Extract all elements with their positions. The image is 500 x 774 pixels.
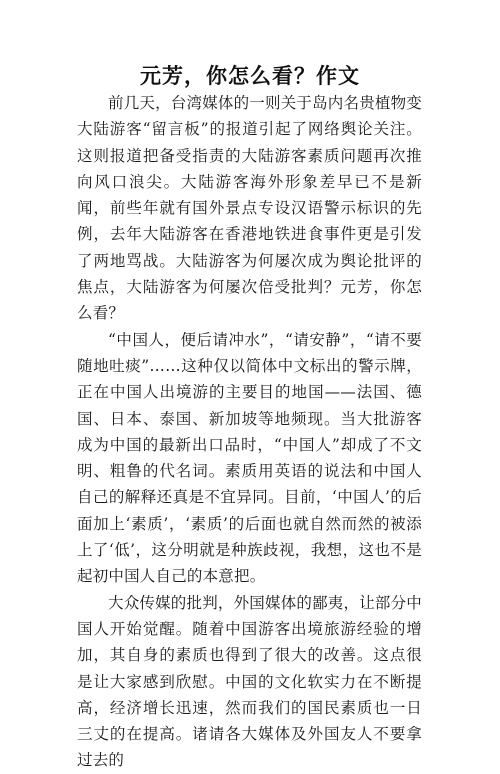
document-title: 元芳，你怎么看？作文	[140, 64, 360, 88]
paragraph-1: 前几天，台湾媒体的一则关于岛内名贵植物变大陆游客“留言板”的报道引起了网络舆论关注。这则报道把备受指责的大陆游客素质问题再次推向风口浪尖。大陆游客海外形象差早已不是新闻，前些年就有国外景点专设汉语警示标识的先例，去年大陆游客在香港地铁进食事件更是引发了两地骂战。大陆游客为何屡次成为舆论批评的焦点，大陆游客为何屡次倍受批判？元芳，你怎么看？	[77, 94, 423, 323]
paragraph-2: “中国人，便后请冲水”，“请安静”，“请不要随地吐痰”……这种仅以简体中文标出的警示牌，正在中国人出境游的主要目的地国——法国、德国、日本、泰国、新加坡等地频现。当大批游客成为中国的最新出口品时，“中国人”却成了不文明、粗鲁的代名词。素质用英语的说法和中国人自己的解释还真是不宜异同。目前，‘中国人’的后面加上‘素质’，‘素质’的后面也就自然而然的被添上了‘低’，这分明就是种族歧视，我想，这也不是起初中国人自己的本意把。	[77, 330, 422, 586]
document-body	[77, 90, 422, 774]
paragraph-3: 大众传媒的批判，外国媒体的鄙夷，让部分中国人开始觉醒。随着中国游客出境旅游经验的增加，其自身的素质也得到了很大的改善。这点很是让大家感到欣慰。中国的文化软实力在不断提高，经济增长迅速，然而我们的国民素质也一日三丈的在提高。诸请各大媒体及外国友人不要拿过去的	[77, 593, 423, 770]
